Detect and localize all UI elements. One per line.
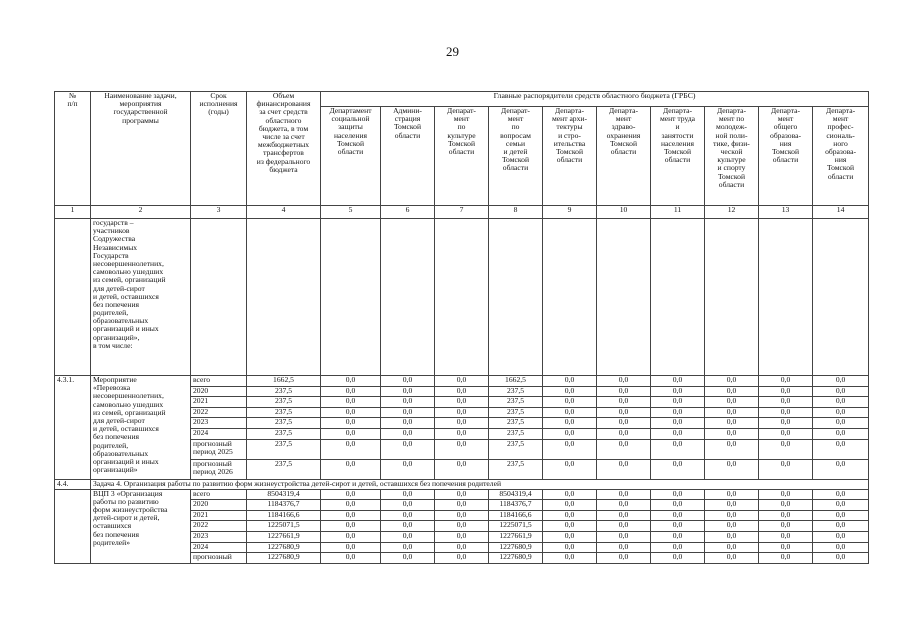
value-cell: 0,0 <box>759 521 813 532</box>
value-cell: 0,0 <box>543 489 597 500</box>
value-cell: 0,0 <box>435 542 489 553</box>
value-cell: 0,0 <box>705 407 759 418</box>
value-cell: 0,0 <box>651 407 705 418</box>
column-number: 4 <box>247 206 321 219</box>
volume-cell: 237,5 <box>247 439 321 459</box>
value-cell: 0,0 <box>813 531 869 542</box>
column-number: 10 <box>597 206 651 219</box>
value-cell: 1184376,7 <box>489 500 543 511</box>
value-cell: 0,0 <box>435 489 489 500</box>
value-cell: 0,0 <box>381 397 435 408</box>
value-cell: 237,5 <box>489 418 543 429</box>
value-cell: 0,0 <box>813 510 869 521</box>
value-cell: 0,0 <box>321 428 381 439</box>
value-cell: 0,0 <box>321 521 381 532</box>
value-cell: 0,0 <box>321 397 381 408</box>
value-cell: 0,0 <box>813 553 869 564</box>
continuation-text: государств – участников Содружества Независимых Государств несовершеннолетних, самовольно ушедших из семей, организаций для детей-сирот и детей, оставшихся без попечения родителей, образовательных организаций и иных организаций», в том числе: <box>91 219 191 376</box>
value-cell: 0,0 <box>759 500 813 511</box>
value-cell: 0,0 <box>759 376 813 387</box>
value-cell: 0,0 <box>435 386 489 397</box>
value-cell: 0,0 <box>381 418 435 429</box>
row-number <box>55 489 91 563</box>
value-cell: 0,0 <box>651 386 705 397</box>
period-cell: всего <box>191 376 247 387</box>
value-cell: 0,0 <box>813 428 869 439</box>
task-row <box>55 479 869 489</box>
value-cell: 0,0 <box>813 489 869 500</box>
header-grbs-14: Департа- мент профес- сиональ- ного образова- ния Томской области <box>813 107 869 206</box>
budget-table <box>54 91 869 564</box>
volume-cell: 237,5 <box>247 407 321 418</box>
value-cell: 0,0 <box>543 439 597 459</box>
period-cell: 2020 <box>191 386 247 397</box>
period-cell: прогнозный период 2025 <box>191 439 247 459</box>
value-cell: 0,0 <box>321 500 381 511</box>
period-cell: всего <box>191 489 247 500</box>
column-number: 13 <box>759 206 813 219</box>
value-cell: 0,0 <box>321 510 381 521</box>
value-cell: 0,0 <box>543 428 597 439</box>
value-cell: 0,0 <box>543 553 597 564</box>
volume-cell: 8504319,4 <box>247 489 321 500</box>
volume-cell: 237,5 <box>247 459 321 479</box>
volume-cell: 1662,5 <box>247 376 321 387</box>
value-cell: 0,0 <box>705 418 759 429</box>
task-title: Задача 4. Организация работы по развитию форм жизнеустройства детей-сирот и детей, оставшихся без попечения родителей <box>91 479 869 489</box>
value-cell: 0,0 <box>705 439 759 459</box>
value-cell: 0,0 <box>543 510 597 521</box>
value-cell: 0,0 <box>381 542 435 553</box>
header-num: № п/п <box>55 92 91 206</box>
value-cell: 8504319,4 <box>489 489 543 500</box>
column-number: 14 <box>813 206 869 219</box>
value-cell: 0,0 <box>435 418 489 429</box>
volume-cell: 1227680,9 <box>247 542 321 553</box>
value-cell: 0,0 <box>651 428 705 439</box>
value-cell: 0,0 <box>597 459 651 479</box>
value-cell: 0,0 <box>813 542 869 553</box>
value-cell: 0,0 <box>651 418 705 429</box>
value-cell: 237,5 <box>489 386 543 397</box>
value-cell: 0,0 <box>321 407 381 418</box>
volume-cell: 1184376,7 <box>247 500 321 511</box>
value-cell: 0,0 <box>813 397 869 408</box>
task-number: 4.4. <box>55 479 91 489</box>
value-cell: 1227680,9 <box>489 553 543 564</box>
value-cell: 0,0 <box>435 510 489 521</box>
volume-cell: 237,5 <box>247 397 321 408</box>
header-grbs-6: Админи- страция Томской области <box>381 107 435 206</box>
value-cell: 0,0 <box>813 459 869 479</box>
value-cell: 0,0 <box>597 542 651 553</box>
value-cell: 0,0 <box>597 428 651 439</box>
value-cell: 0,0 <box>597 418 651 429</box>
period-cell: 2022 <box>191 521 247 532</box>
value-cell: 0,0 <box>705 489 759 500</box>
value-cell: 0,0 <box>705 397 759 408</box>
value-cell: 1225071,5 <box>489 521 543 532</box>
value-cell: 0,0 <box>543 418 597 429</box>
value-cell: 0,0 <box>321 459 381 479</box>
value-cell: 0,0 <box>381 510 435 521</box>
value-cell: 0,0 <box>597 397 651 408</box>
value-cell: 0,0 <box>321 531 381 542</box>
value-cell: 0,0 <box>759 418 813 429</box>
value-cell: 0,0 <box>543 521 597 532</box>
value-cell: 0,0 <box>651 500 705 511</box>
value-cell: 0,0 <box>381 459 435 479</box>
value-cell: 0,0 <box>543 397 597 408</box>
value-cell: 0,0 <box>813 439 869 459</box>
value-cell: 237,5 <box>489 397 543 408</box>
value-cell: 0,0 <box>651 542 705 553</box>
value-cell: 0,0 <box>705 521 759 532</box>
column-number: 12 <box>705 206 759 219</box>
value-cell: 0,0 <box>759 489 813 500</box>
value-cell: 0,0 <box>705 553 759 564</box>
value-cell: 0,0 <box>597 510 651 521</box>
value-cell: 237,5 <box>489 459 543 479</box>
period-cell: 2024 <box>191 542 247 553</box>
value-cell: 0,0 <box>321 489 381 500</box>
value-cell: 0,0 <box>597 521 651 532</box>
value-cell: 1227680,9 <box>489 542 543 553</box>
value-cell: 237,5 <box>489 407 543 418</box>
volume-cell: 1184166,6 <box>247 510 321 521</box>
value-cell: 0,0 <box>321 418 381 429</box>
value-cell: 0,0 <box>381 489 435 500</box>
value-cell: 0,0 <box>813 500 869 511</box>
period-cell: 2020 <box>191 500 247 511</box>
value-cell: 0,0 <box>651 376 705 387</box>
value-cell: 0,0 <box>381 500 435 511</box>
value-cell: 0,0 <box>759 510 813 521</box>
volume-cell: 237,5 <box>247 386 321 397</box>
header-grbs-8: Депарат- мент по вопросам семьи и детей Томской области <box>489 107 543 206</box>
value-cell: 0,0 <box>651 553 705 564</box>
value-cell: 0,0 <box>321 376 381 387</box>
period-cell: 2022 <box>191 407 247 418</box>
continuation-num <box>55 219 91 376</box>
column-number: 7 <box>435 206 489 219</box>
value-cell: 0,0 <box>759 386 813 397</box>
value-cell: 0,0 <box>435 500 489 511</box>
header-volume: Объем финансирования за счет средств областного бюджета, в том числе за счет межбюджетных трансфертов из федерального бюджета <box>247 92 321 206</box>
value-cell: 0,0 <box>759 553 813 564</box>
value-cell: 0,0 <box>705 386 759 397</box>
value-cell: 0,0 <box>705 459 759 479</box>
value-cell: 0,0 <box>381 428 435 439</box>
volume-cell: 1227661,9 <box>247 531 321 542</box>
value-cell: 0,0 <box>543 407 597 418</box>
value-cell: 0,0 <box>597 386 651 397</box>
header-grbs-12: Департа- мент по молодеж- ной поли- тике, физи- ческой культуре и спорту Томской области <box>705 107 759 206</box>
header-period: Срок исполнения (годы) <box>191 92 247 206</box>
period-cell: 2021 <box>191 397 247 408</box>
value-cell: 0,0 <box>651 397 705 408</box>
value-cell: 1662,5 <box>489 376 543 387</box>
header-grbs-5: Департамент социальной защиты населения Томской области <box>321 107 381 206</box>
value-cell: 0,0 <box>759 397 813 408</box>
value-cell: 0,0 <box>543 531 597 542</box>
value-cell: 0,0 <box>321 542 381 553</box>
value-cell: 0,0 <box>597 531 651 542</box>
value-cell: 0,0 <box>597 439 651 459</box>
activity-name: Мероприятие «Перевозка несовершеннолетних, самовольно ушедших из семей, организаций для детей-сирот и детей, оставшихся без попечения родителей, образовательных организаций и иных организаций» <box>91 376 191 480</box>
value-cell: 0,0 <box>813 521 869 532</box>
column-number: 9 <box>543 206 597 219</box>
value-cell: 237,5 <box>489 428 543 439</box>
value-cell: 0,0 <box>435 428 489 439</box>
value-cell: 0,0 <box>321 439 381 459</box>
value-cell: 0,0 <box>759 542 813 553</box>
value-cell: 0,0 <box>381 407 435 418</box>
column-number: 1 <box>55 206 91 219</box>
value-cell: 0,0 <box>435 531 489 542</box>
value-cell: 0,0 <box>543 459 597 479</box>
volume-cell: 1225071,5 <box>247 521 321 532</box>
header-grbs-11: Департа- мент труда и занятости населения Томской области <box>651 107 705 206</box>
period-cell: прогнозный период 2026 <box>191 459 247 479</box>
column-number: 3 <box>191 206 247 219</box>
value-cell: 0,0 <box>705 500 759 511</box>
value-cell: 0,0 <box>813 386 869 397</box>
value-cell: 0,0 <box>597 500 651 511</box>
volume-cell: 237,5 <box>247 418 321 429</box>
value-cell: 0,0 <box>813 376 869 387</box>
period-cell: 2023 <box>191 531 247 542</box>
value-cell: 0,0 <box>435 553 489 564</box>
value-cell: 0,0 <box>381 531 435 542</box>
header-grbs-9: Департа- мент архи- тектуры и стро- ительства Томской области <box>543 107 597 206</box>
value-cell: 0,0 <box>759 531 813 542</box>
value-cell: 0,0 <box>597 553 651 564</box>
value-cell: 0,0 <box>381 521 435 532</box>
header-grbs-title: Главные распорядители средств областного бюджета (ГРБС) <box>321 92 869 107</box>
value-cell: 0,0 <box>435 439 489 459</box>
volume-cell: 1227680,9 <box>247 553 321 564</box>
value-cell: 0,0 <box>651 510 705 521</box>
value-cell: 0,0 <box>597 407 651 418</box>
value-cell: 0,0 <box>543 542 597 553</box>
period-cell: 2023 <box>191 418 247 429</box>
activity-name: ВЦП 3 «Организация работы по развитию форм жизнеустройства детей-сирот и детей, оставшихся без попечения родителей» <box>91 489 191 563</box>
column-number: 6 <box>381 206 435 219</box>
header-grbs-7: Депарат- мент по культуре Томской области <box>435 107 489 206</box>
value-cell: 0,0 <box>651 439 705 459</box>
value-cell: 0,0 <box>381 439 435 459</box>
column-number: 5 <box>321 206 381 219</box>
value-cell: 0,0 <box>651 489 705 500</box>
column-number: 2 <box>91 206 191 219</box>
value-cell: 0,0 <box>435 521 489 532</box>
value-cell: 0,0 <box>759 428 813 439</box>
row-number: 4.3.1. <box>55 376 91 480</box>
value-cell: 0,0 <box>705 376 759 387</box>
value-cell: 0,0 <box>813 418 869 429</box>
value-cell: 0,0 <box>705 531 759 542</box>
value-cell: 0,0 <box>705 542 759 553</box>
value-cell: 1184166,6 <box>489 510 543 521</box>
value-cell: 0,0 <box>759 459 813 479</box>
value-cell: 0,0 <box>381 553 435 564</box>
period-cell: 2024 <box>191 428 247 439</box>
value-cell: 0,0 <box>597 376 651 387</box>
value-cell: 0,0 <box>543 376 597 387</box>
value-cell: 0,0 <box>651 521 705 532</box>
value-cell: 237,5 <box>489 439 543 459</box>
period-cell: прогнозный <box>191 553 247 564</box>
value-cell: 0,0 <box>759 407 813 418</box>
value-cell: 0,0 <box>597 489 651 500</box>
page-number: 29 <box>446 44 459 59</box>
value-cell: 0,0 <box>705 428 759 439</box>
value-cell: 0,0 <box>321 386 381 397</box>
column-number: 11 <box>651 206 705 219</box>
value-cell: 0,0 <box>651 459 705 479</box>
value-cell: 0,0 <box>435 407 489 418</box>
value-cell: 0,0 <box>435 376 489 387</box>
value-cell: 0,0 <box>381 386 435 397</box>
value-cell: 0,0 <box>543 500 597 511</box>
value-cell: 0,0 <box>813 407 869 418</box>
header-grbs-13: Департа- мент общего образова- ния Томской области <box>759 107 813 206</box>
value-cell: 0,0 <box>381 376 435 387</box>
value-cell: 1227661,9 <box>489 531 543 542</box>
table-row <box>55 376 869 387</box>
value-cell: 0,0 <box>759 439 813 459</box>
value-cell: 0,0 <box>321 553 381 564</box>
header-name: Наименование задачи, мероприятия государственной программы <box>91 92 191 206</box>
period-cell: 2021 <box>191 510 247 521</box>
volume-cell: 237,5 <box>247 428 321 439</box>
value-cell: 0,0 <box>435 459 489 479</box>
value-cell: 0,0 <box>543 386 597 397</box>
table-row <box>55 489 869 500</box>
header-grbs-10: Департа- мент здраво- охранения Томской области <box>597 107 651 206</box>
value-cell: 0,0 <box>435 397 489 408</box>
value-cell: 0,0 <box>705 510 759 521</box>
column-number: 8 <box>489 206 543 219</box>
value-cell: 0,0 <box>651 531 705 542</box>
